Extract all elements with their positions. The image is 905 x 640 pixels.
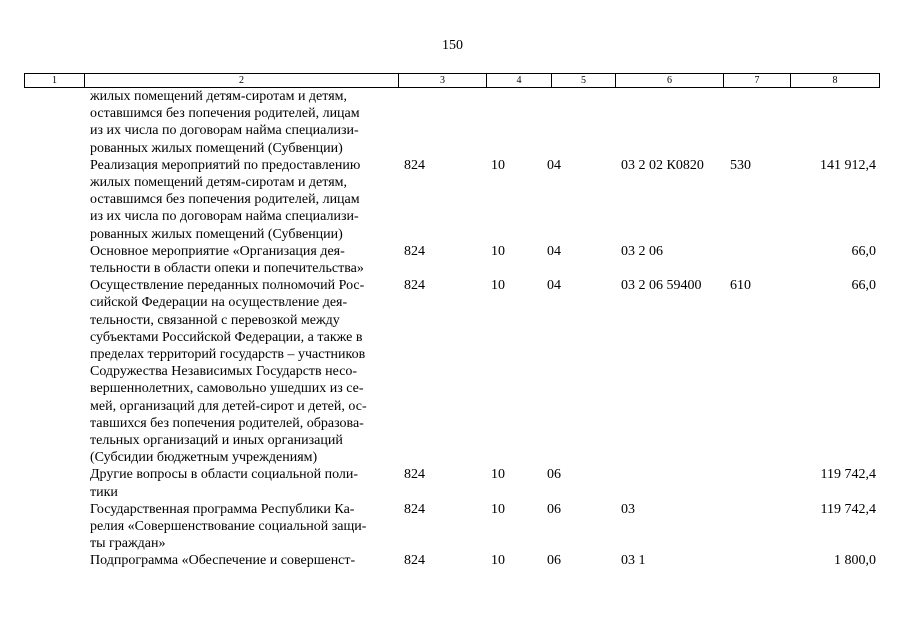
row-name-line: тельности, связанной с перевозкой между — [90, 312, 340, 328]
row-c8: 66,0 — [851, 243, 876, 259]
row-name-line: тельных организаций и иных организаций — [90, 433, 343, 449]
row-c4: 10 — [491, 501, 505, 517]
row-name-line: тельности в области опеки и попечительства» — [90, 261, 364, 277]
row-name-line: Основное мероприятие «Организация дея- — [90, 243, 345, 259]
row-name — [90, 88, 390, 157]
column-header-1: 1 — [24, 74, 84, 87]
row-c7: 610 — [730, 278, 751, 294]
table-row — [0, 552, 905, 569]
row-c3: 824 — [404, 157, 425, 173]
row-name-line: оставшимся без попечения родителей, лицам — [90, 192, 360, 208]
row-name-line: жилых помещений детям-сиротам и детям, — [90, 89, 348, 104]
row-c7: 530 — [730, 157, 751, 173]
row-c5: 04 — [547, 278, 561, 294]
table-row — [0, 157, 905, 243]
column-header-3: 3 — [398, 74, 486, 87]
row-name-line: из их числа по договорам найма специализи- — [90, 123, 359, 139]
row-name — [90, 277, 390, 466]
table-row — [0, 88, 905, 157]
column-header-4: 4 — [486, 74, 551, 87]
column-header-2: 2 — [84, 74, 398, 87]
row-c5: 06 — [547, 467, 561, 483]
row-c6: 03 2 02 К0820 — [621, 157, 704, 173]
row-name-line: жилых помещений детям-сиротам и детям, — [90, 175, 348, 191]
row-name-line: вершеннолетних, самовольно ушедших из се- — [90, 381, 364, 397]
table-body — [0, 88, 905, 570]
row-name-line: тики — [90, 484, 118, 500]
page-number: 150 — [442, 38, 463, 53]
table-row — [0, 243, 905, 277]
row-c3: 824 — [404, 467, 425, 483]
row-c3: 824 — [404, 553, 425, 569]
row-c6: 03 2 06 — [621, 243, 663, 259]
row-name-line: субъектами Российской Федерации, а также в — [90, 329, 363, 345]
row-c4: 10 — [491, 243, 505, 259]
row-name-line: Осуществление переданных полномочий Рос- — [90, 278, 365, 294]
row-name-line: мей, организаций для детей-сирот и детей, ос- — [90, 398, 367, 414]
row-name-line: Государственная программа Республики Ка- — [90, 501, 355, 517]
row-c8: 119 742,4 — [820, 501, 876, 517]
row-name — [90, 552, 390, 569]
row-c3: 824 — [404, 243, 425, 259]
row-name-line: рованных жилых помещений (Субвенции) — [90, 226, 343, 242]
table-row — [0, 466, 905, 500]
row-c8: 1 800,0 — [834, 553, 876, 569]
row-name-line: оставшимся без попечения родителей, лицам — [90, 106, 360, 122]
row-c4: 10 — [491, 157, 505, 173]
row-c4: 10 — [491, 553, 505, 569]
column-header-7: 7 — [723, 74, 790, 87]
row-c8: 119 742,4 — [820, 467, 876, 483]
row-c4: 10 — [491, 278, 505, 294]
row-name-line: Подпрограмма «Обеспечение и совершенст- — [90, 553, 356, 569]
row-name-line: пределах территорий государств – участников — [90, 347, 366, 363]
table-row — [0, 501, 905, 553]
column-header-5: 5 — [551, 74, 615, 87]
row-name-line: Другие вопросы в области социальной поли- — [90, 467, 359, 483]
table-row — [0, 277, 905, 466]
row-c3: 824 — [404, 501, 425, 517]
row-name-line: из их числа по договорам найма специализи- — [90, 209, 359, 225]
row-name-line: рованных жилых помещений (Субвенции) — [90, 140, 343, 156]
row-name-line: ты граждан» — [90, 536, 166, 552]
column-header-8: 8 — [790, 74, 880, 87]
row-c5: 06 — [547, 501, 561, 517]
row-name-line: Реализация мероприятий по предоставлению — [90, 157, 361, 173]
table-header-row — [24, 73, 880, 88]
row-name — [90, 501, 390, 553]
row-name — [90, 157, 390, 243]
row-name-line: (Субсидии бюджетным учреждениям) — [90, 450, 318, 466]
row-c4: 10 — [491, 467, 505, 483]
row-c5: 04 — [547, 243, 561, 259]
row-c3: 824 — [404, 278, 425, 294]
row-name-line: сийской Федерации на осуществление дея- — [90, 295, 348, 311]
row-name-line: релия «Совершенствование социальной защи- — [90, 519, 367, 535]
row-c5: 06 — [547, 553, 561, 569]
row-c6: 03 2 06 59400 — [621, 278, 702, 294]
row-name — [90, 466, 390, 500]
row-c8: 66,0 — [851, 278, 876, 294]
row-c6: 03 1 — [621, 553, 646, 569]
row-c6: 03 — [621, 501, 635, 517]
row-name-line: тавшихся без попечения родителей, образова- — [90, 415, 364, 431]
row-c5: 04 — [547, 157, 561, 173]
row-c8: 141 912,4 — [820, 157, 876, 173]
row-name — [90, 243, 390, 277]
column-header-6: 6 — [615, 74, 723, 87]
row-name-line: Содружества Независимых Государств несо- — [90, 364, 358, 380]
